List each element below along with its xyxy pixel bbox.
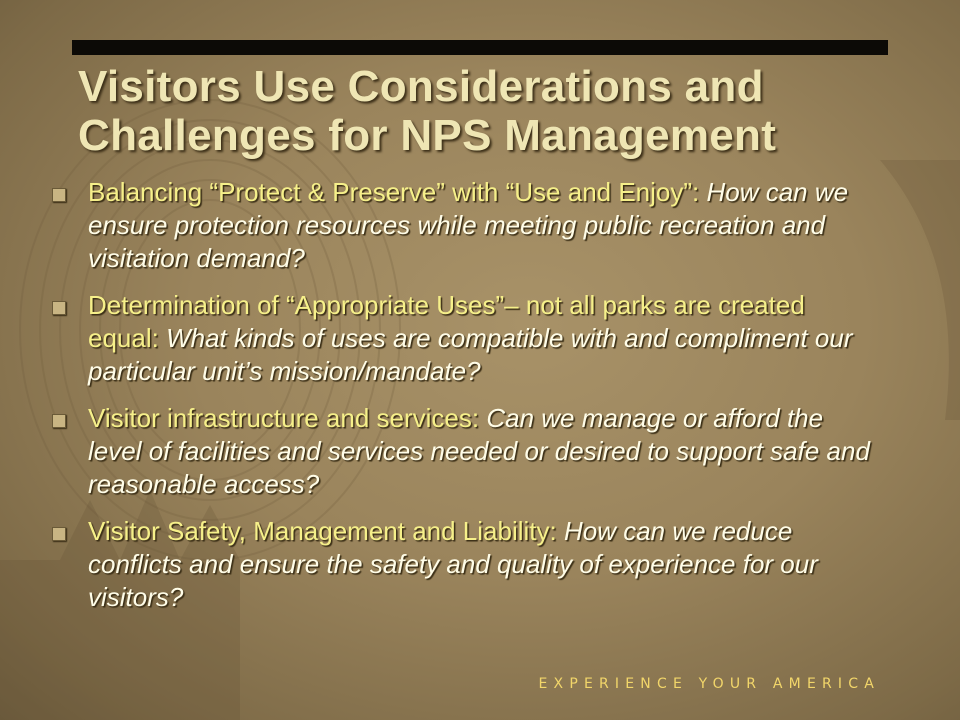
square-bullet-icon — [52, 188, 66, 202]
bullet-item — [50, 176, 880, 275]
bullet-question: How can we reduce conflicts and ensure the safety and quality of experience for our visitors? — [88, 516, 818, 613]
bullet-label: Visitor infrastructure and services: — [88, 403, 487, 434]
slide-title-line-2: Challenges for NPS Management — [78, 111, 777, 161]
square-bullet-icon — [52, 527, 66, 541]
bullet-label: Balancing “Protect & Preserve” with “Use and Enjoy”: — [88, 177, 707, 207]
bullet-label: Determination of “Appropriate Uses”– not all parks are created equal: — [88, 290, 805, 354]
footer-tagline: EXPERIENCE YOUR AMERICA — [538, 676, 880, 692]
bullet-question: Can we manage or afford the level of facilities and services needed or desired to support safe and reasonable access? — [88, 403, 870, 500]
slide-title — [78, 62, 928, 161]
square-bullet-icon — [52, 414, 66, 428]
slide-title-line-1: Visitors Use Considerations and — [78, 62, 764, 111]
bullet-item — [50, 515, 880, 614]
bullet-item — [50, 289, 880, 388]
bullet-item — [50, 402, 880, 501]
square-bullet-icon — [52, 301, 66, 315]
bullet-label: Visitor Safety, Management and Liability: — [88, 516, 564, 547]
title-top-bar — [72, 40, 888, 55]
bullet-list — [50, 176, 880, 628]
bullet-question: How can we ensure protection resources while meeting public recreation and visitation demand? — [88, 177, 849, 274]
bullet-question: What kinds of uses are compatible with and compliment our particular unit’s mission/mandate? — [88, 323, 853, 387]
